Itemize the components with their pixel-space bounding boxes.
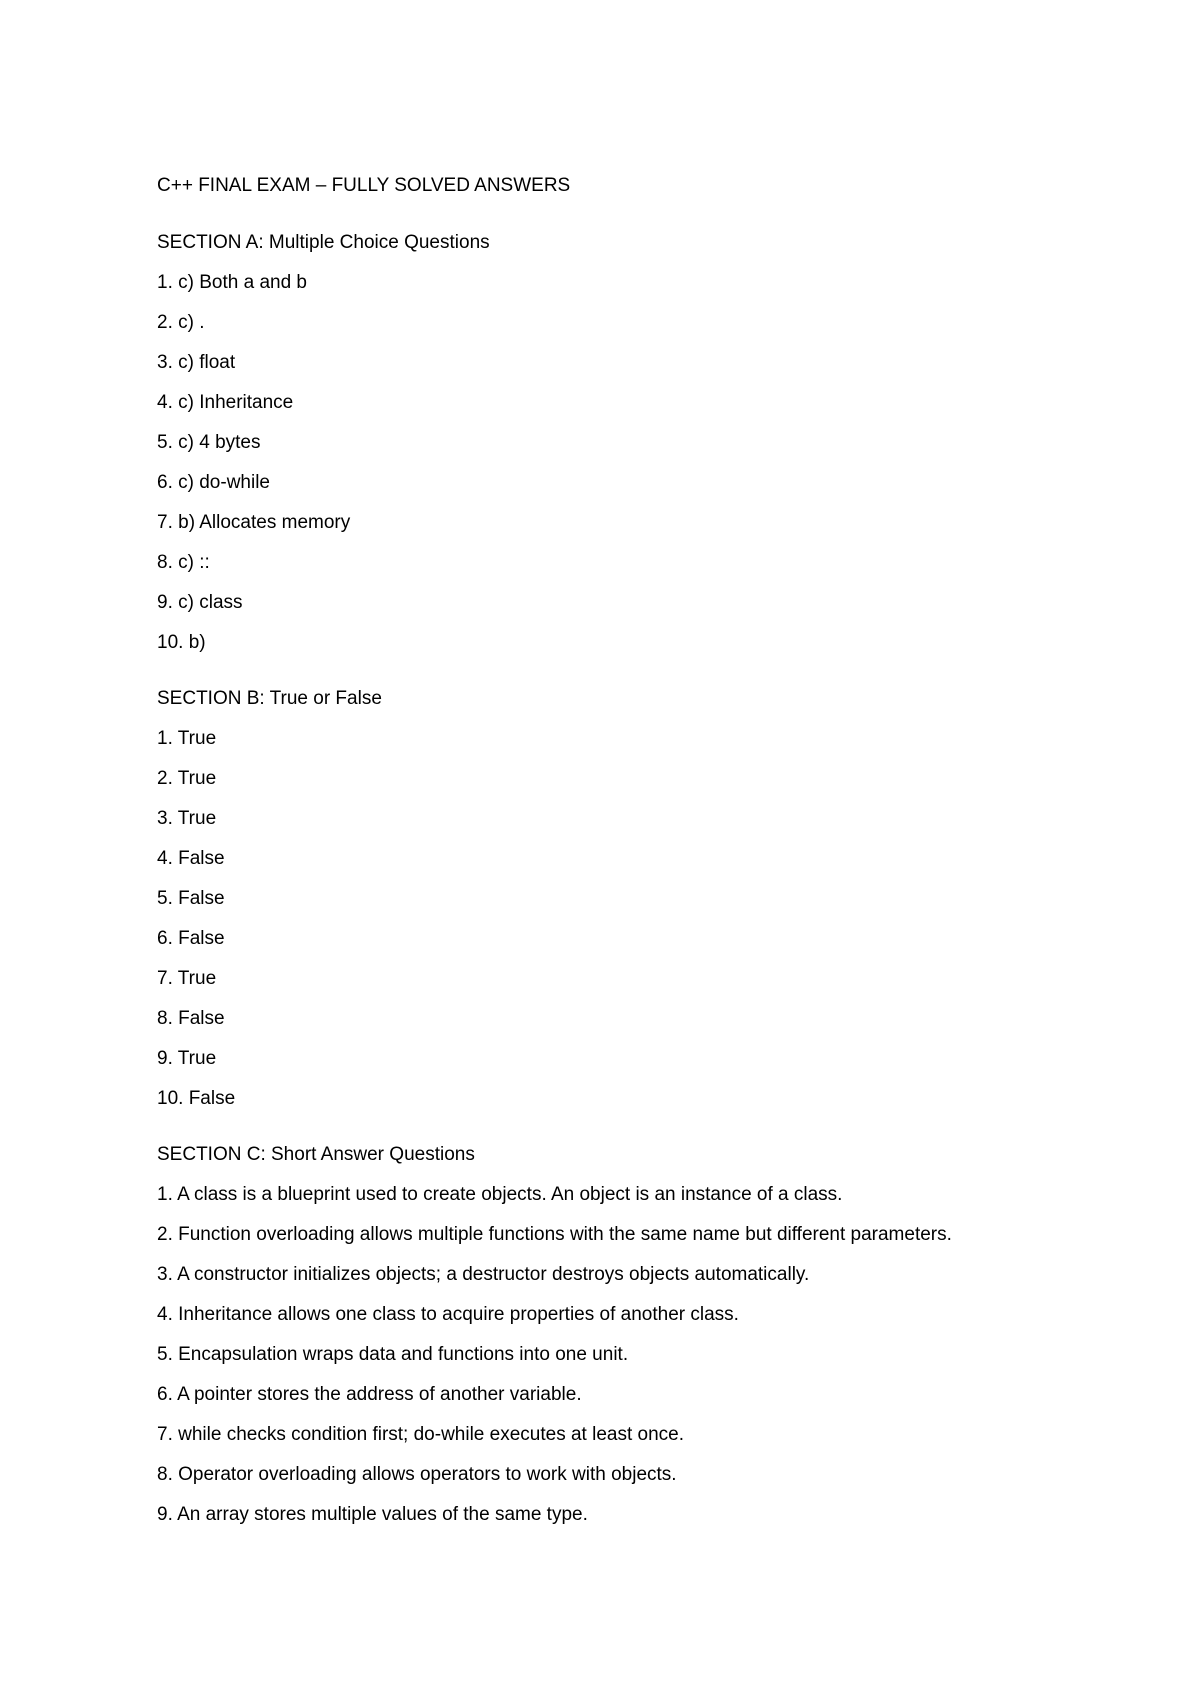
section-a-answer: 10. b) [157,632,206,653]
section-a-answer: 9. c) class [157,592,243,613]
document-content [157,175,1057,1544]
section-a-answer: 3. c) float [157,352,236,373]
section-c-answer: 2. Function overloading allows multiple functions with the same name but different parameters. [157,1224,952,1245]
section-b-heading: SECTION B: True or False [157,688,382,709]
section-b-answer: 2. True [157,768,217,789]
section-c-answer: 4. Inheritance allows one class to acquire properties of another class. [157,1304,739,1325]
section-c-answer: 9. An array stores multiple values of the same type. [157,1504,588,1525]
section-a-answer-list [157,272,1057,654]
section-a-answer: 2. c) . [157,312,205,333]
section-a-answer: 5. c) 4 bytes [157,432,261,453]
section-c-answer: 1. A class is a blueprint used to create objects. An object is an instance of a class. [157,1184,843,1205]
section-b-answer: 9. True [157,1048,217,1069]
section-b-answer: 1. True [157,728,217,749]
section-c-answer: 3. A constructor initializes objects; a destructor destroys objects automatically. [157,1264,810,1285]
section-c-answer: 6. A pointer stores the address of another variable. [157,1384,582,1405]
section-a-answer: 6. c) do-while [157,472,270,493]
section-b-answer: 10. False [157,1088,236,1109]
section-b-answer: 6. False [157,928,225,949]
section-c-answer: 7. while checks condition first; do-while executes at least once. [157,1424,684,1445]
section-b-answer: 3. True [157,808,217,829]
section-a-heading: SECTION A: Multiple Choice Questions [157,232,490,253]
section-c-answer: 8. Operator overloading allows operators to work with objects. [157,1464,677,1485]
section-a-answer: 1. c) Both a and b [157,272,307,293]
section-c-heading: SECTION C: Short Answer Questions [157,1144,475,1165]
section-b-answer: 5. False [157,888,225,909]
section-c-answer: 5. Encapsulation wraps data and functions into one unit. [157,1344,629,1365]
section-b-answer: 8. False [157,1008,225,1029]
section-b-answer: 7. True [157,968,217,989]
section-b-answer: 4. False [157,848,225,869]
section-a-answer: 8. c) :: [157,552,210,573]
section-a-answer: 7. b) Allocates memory [157,512,351,533]
section-c-answer-list [157,1184,1057,1526]
document-title: C++ FINAL EXAM – FULLY SOLVED ANSWERS [157,175,571,196]
section-b-answer-list [157,728,1057,1110]
section-a-answer: 4. c) Inheritance [157,392,294,413]
